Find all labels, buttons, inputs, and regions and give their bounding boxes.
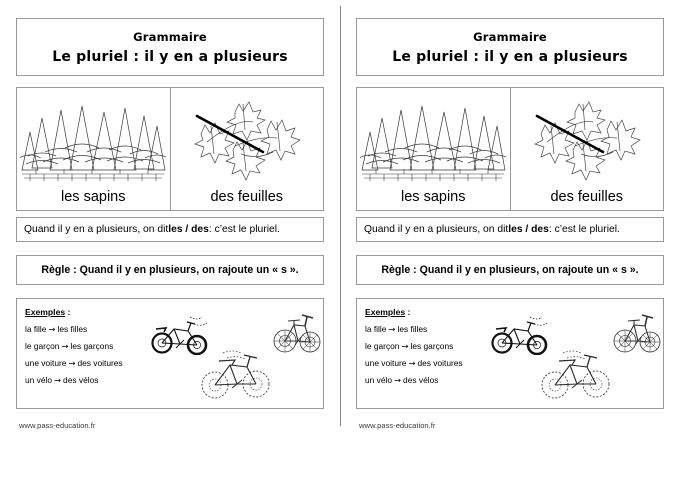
example-plural: les filles: [57, 324, 88, 334]
example-singular: la fille: [25, 324, 47, 334]
example-singular: une voiture: [365, 358, 407, 368]
example-plural: les filles: [397, 324, 428, 334]
arrow-icon: →: [68, 358, 76, 368]
example-singular: le garçon: [25, 341, 60, 351]
illustration-row: [17, 88, 323, 184]
rule-box: [16, 255, 324, 285]
rule-text: Règle : Quand il y en plusieurs, on rajoute un « s ».: [41, 264, 299, 276]
example-singular: le garçon: [365, 341, 400, 351]
example-plural: des voitures: [77, 358, 123, 368]
definition-sentence-box: [356, 217, 664, 242]
rule-box: [356, 255, 664, 285]
example-plural: des vélos: [63, 375, 99, 385]
example-plural: des vélos: [403, 375, 439, 385]
caption-des-feuilles: des feuilles: [210, 189, 284, 205]
arrow-icon: →: [388, 324, 396, 334]
examples-heading-word: Exemples: [25, 307, 66, 317]
example-singular: un vélo: [25, 375, 53, 385]
caption-les-sapins: les sapins: [17, 184, 171, 210]
example-singular: une voiture: [25, 358, 67, 368]
maple-leaves-icon: [171, 88, 324, 184]
sentence-bold: les / des: [168, 224, 209, 235]
caption-row: [357, 184, 663, 210]
examples-heading-colon: :: [65, 307, 71, 317]
subject-label: Grammaire: [133, 29, 207, 44]
examples-heading-colon: :: [405, 307, 411, 317]
example-item: [365, 375, 663, 385]
illustration-box: [16, 87, 324, 211]
bicycle-drawing-2-icon: [272, 309, 324, 357]
bicycle-drawing-2-icon: [612, 309, 664, 357]
example-item: [365, 358, 663, 368]
arrow-icon: →: [54, 375, 62, 385]
example-singular: un vélo: [365, 375, 393, 385]
footer-url: www.pass-education.fr: [19, 421, 96, 430]
examples-box: [356, 298, 664, 409]
caption-les-sapins: les sapins: [357, 184, 511, 210]
maple-leaves-icon: [511, 88, 664, 184]
example-item: [25, 358, 323, 368]
title-box: [16, 18, 324, 76]
page-title: Le pluriel : il y en a plusieurs: [392, 48, 628, 65]
bicycle-drawing-3-icon: [197, 349, 275, 401]
bicycle-drawing-3-icon: [537, 349, 615, 401]
examples-heading-word: Exemples: [365, 307, 406, 317]
example-plural: les garçons: [70, 341, 114, 351]
sentence-after: : c’est le pluriel.: [548, 224, 620, 235]
illustration-box: [356, 87, 664, 211]
title-box: [356, 18, 664, 76]
caption-row: [17, 184, 323, 210]
fir-forest-icon: [17, 88, 171, 184]
fir-forest-icon: [357, 88, 511, 184]
page-title: Le pluriel : il y en a plusieurs: [52, 48, 288, 65]
sentence-before: Quand il y en a plusieurs, on dit: [364, 224, 509, 235]
arrow-icon: →: [61, 341, 69, 351]
illustration-row: [357, 88, 663, 184]
definition-sentence-box: [16, 217, 324, 242]
example-item: [25, 375, 323, 385]
arrow-icon: →: [408, 358, 416, 368]
caption-des-feuilles: des feuilles: [550, 189, 624, 205]
lesson-panel-right: [340, 0, 680, 480]
example-plural: des voitures: [417, 358, 463, 368]
example-plural: les garçons: [410, 341, 454, 351]
arrow-icon: →: [401, 341, 409, 351]
sentence-bold: les / des: [508, 224, 549, 235]
rule-text: Règle : Quand il y en plusieurs, on rajoute un « s ».: [381, 264, 639, 276]
sentence-before: Quand il y en a plusieurs, on dit: [24, 224, 169, 235]
examples-box: [16, 298, 324, 409]
arrow-icon: →: [48, 324, 56, 334]
sentence-after: : c’est le pluriel.: [208, 224, 280, 235]
subject-label: Grammaire: [473, 29, 547, 44]
arrow-icon: →: [394, 375, 402, 385]
footer-url: www.pass-education.fr: [359, 421, 436, 430]
example-singular: la fille: [365, 324, 387, 334]
